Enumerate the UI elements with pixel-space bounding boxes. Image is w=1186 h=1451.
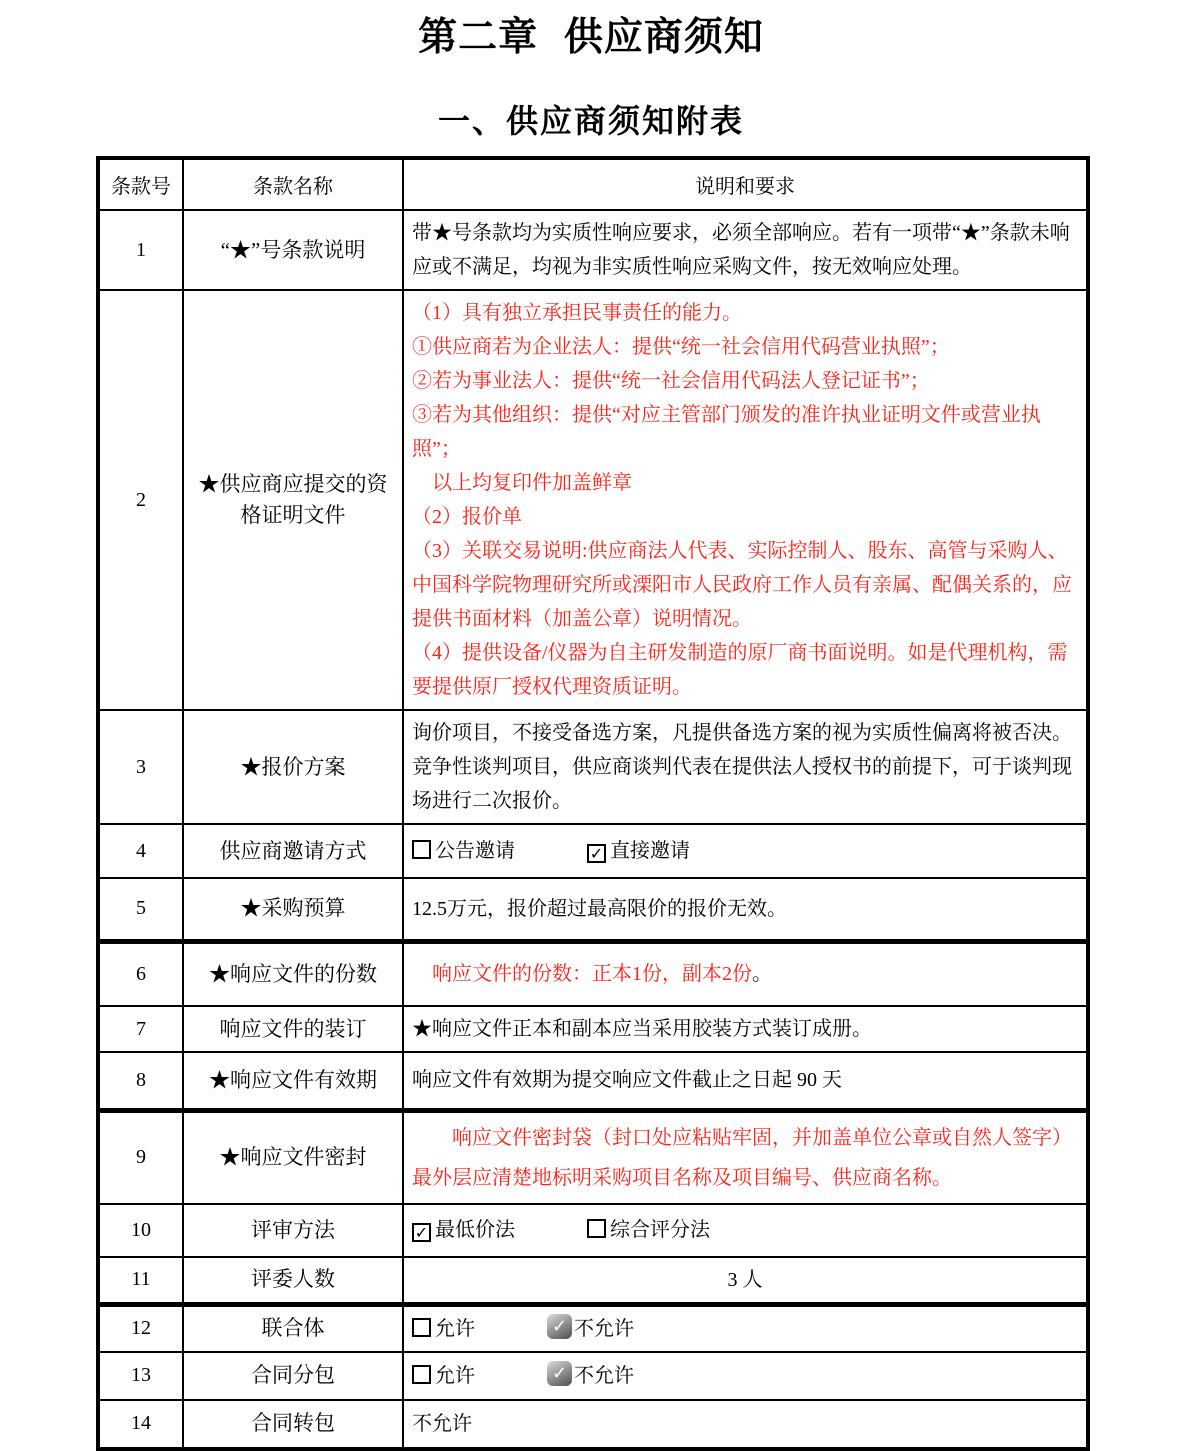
clause-description <box>403 1006 1088 1052</box>
clause-name: ★报价方案 <box>183 710 403 824</box>
text-segment: ②若为事业法人：提供“统一社会信用代码法人登记证书”； <box>412 370 930 392</box>
clause-description <box>403 1257 1088 1305</box>
table-row <box>98 710 1088 824</box>
option-group <box>412 1359 1078 1393</box>
supplier-notice-table <box>96 156 1090 1451</box>
text-segment: 以上均复印件加盖鲜章 <box>412 472 632 494</box>
option-checked <box>547 1315 634 1340</box>
document-page <box>96 6 1086 1451</box>
option-label: 最低价法 <box>435 1219 515 1241</box>
option-checked <box>412 1219 515 1241</box>
table-row <box>98 1304 1088 1352</box>
text-segment: 询价项目，不接受备选方案，凡提供备选方案的视为实质性偏离将被否决。竞争性谈判项目，供应商谈判代表在提供法人授权书的前提下，可于谈判现场进行二次报价。 <box>412 722 1072 812</box>
description-paragraph <box>412 1012 1078 1046</box>
text-segment: 响应文件的份数：正本1份，副本2份 <box>412 963 752 986</box>
text-segment: 带★号条款均为实质性响应要求，必须全部响应。若有一项带“★”条款未响应或不满足，均视为非实质性响应采购文件，按无效响应处理。 <box>412 222 1070 278</box>
checkbox-checked-icon[interactable]: ✓ <box>547 1361 572 1386</box>
clause-name: 合同分包 <box>183 1352 403 1400</box>
clause-number: 13 <box>98 1352 183 1400</box>
table-row <box>98 1006 1088 1052</box>
clause-number: 7 <box>98 1006 183 1052</box>
clause-number: 12 <box>98 1304 183 1352</box>
option-label: 允许 <box>435 1317 475 1340</box>
clause-name: ★响应文件的份数 <box>183 941 403 1006</box>
clause-description <box>403 710 1088 824</box>
checkbox-unchecked-icon[interactable] <box>412 1365 431 1384</box>
option-group <box>412 1213 1078 1247</box>
option-checked <box>547 1362 634 1387</box>
table-row <box>98 1352 1088 1400</box>
description-paragraph <box>412 466 1078 500</box>
clause-number: 10 <box>98 1204 183 1257</box>
text-segment: （1）具有独立承担民事责任的能力。 <box>412 302 742 324</box>
clause-description <box>403 1204 1088 1257</box>
table-body <box>98 210 1088 1449</box>
clause-name: 联合体 <box>183 1304 403 1352</box>
description-paragraph <box>412 500 1078 534</box>
option-label: 允许 <box>435 1364 475 1387</box>
option-label: 公告邀请 <box>435 840 515 862</box>
clause-description <box>403 878 1088 941</box>
text-segment: 响应文件密封袋（封口处应粘贴牢固，并加盖单位公章或自然人签字）最外层应清楚地标明采购项目名称及项目编号、供应商名称。 <box>412 1126 1072 1189</box>
description-paragraph <box>412 534 1078 636</box>
table-row <box>98 210 1088 290</box>
clause-number: 2 <box>98 290 183 710</box>
text-segment: （2）报价单 <box>412 506 522 528</box>
clause-number: 1 <box>98 210 183 290</box>
table-row <box>98 878 1088 941</box>
description-paragraph <box>412 1063 1078 1097</box>
description-paragraph <box>412 330 1078 364</box>
clause-name: ★响应文件有效期 <box>183 1052 403 1110</box>
clause-name: ★采购预算 <box>183 878 403 941</box>
option-checked <box>587 840 690 862</box>
description-paragraph <box>412 1407 1078 1441</box>
text-segment: ①供应商若为企业法人：提供“统一社会信用代码营业执照”； <box>412 336 950 358</box>
clause-name: 评审方法 <box>183 1204 403 1257</box>
clause-description <box>403 1052 1088 1110</box>
table-row <box>98 290 1088 710</box>
checkbox-unchecked-icon[interactable] <box>412 1318 431 1337</box>
text-segment: （4）提供设备/仪器为自主研发制造的原厂商书面说明。如是代理机构，需要提供原厂授权代理资质证明。 <box>412 642 1068 698</box>
text-segment: ★响应文件正本和副本应当采用胶装方式装订成册。 <box>412 1018 872 1040</box>
description-paragraph <box>412 1118 1078 1198</box>
table-row <box>98 1110 1088 1204</box>
text-segment: 响应文件有效期为提交响应文件截止之日起 90 天 <box>412 1069 842 1092</box>
checkbox-unchecked-icon[interactable] <box>587 1219 606 1238</box>
table-row <box>98 1257 1088 1305</box>
clause-description <box>403 941 1088 1006</box>
clause-description <box>403 1304 1088 1352</box>
option-label: 不允许 <box>574 1317 634 1340</box>
option-unchecked <box>587 1219 710 1241</box>
table-row <box>98 1052 1088 1110</box>
col-header-clause-name: 条款名称 <box>183 158 403 210</box>
table-row <box>98 824 1088 878</box>
clause-description <box>403 210 1088 290</box>
text-segment: ③若为其他组织：提供“对应主管部门颁发的准许执业证明文件或营业执照”； <box>412 404 1041 460</box>
clause-name: 供应商邀请方式 <box>183 824 403 878</box>
description-paragraph <box>412 398 1078 466</box>
clause-number: 5 <box>98 878 183 941</box>
description-paragraph <box>412 892 1078 926</box>
text-segment: 。 <box>752 963 772 986</box>
clause-number: 9 <box>98 1110 183 1204</box>
checkbox-checked-icon[interactable]: ✓ <box>412 1223 431 1242</box>
table-row <box>98 1400 1088 1449</box>
clause-number: 3 <box>98 710 183 824</box>
clause-name: ★供应商应提交的资格证明文件 <box>183 290 403 710</box>
clause-name: 响应文件的装订 <box>183 1006 403 1052</box>
option-unchecked <box>412 1318 475 1340</box>
table-row <box>98 941 1088 1006</box>
clause-description <box>403 1352 1088 1400</box>
table-header-row <box>98 158 1088 210</box>
text-segment: 3 人 <box>727 1268 763 1291</box>
option-label: 综合评分法 <box>610 1219 710 1241</box>
description-paragraph <box>412 957 1078 991</box>
clause-name: 合同转包 <box>183 1400 403 1449</box>
text-segment: （3）关联交易说明:供应商法人代表、实际控制人、股东、高管与采购人、中国科学院物理研究所或溧阳市人民政府工作人员有亲属、配偶关系的，应提供书面材料（加盖公章）说明情况。 <box>412 540 1072 630</box>
clause-number: 8 <box>98 1052 183 1110</box>
col-header-clause-number: 条款号 <box>98 158 183 210</box>
description-paragraph <box>412 716 1078 818</box>
clause-name: ★响应文件密封 <box>183 1110 403 1204</box>
clause-description <box>403 824 1088 878</box>
checkbox-unchecked-icon[interactable] <box>412 840 431 859</box>
description-paragraph <box>412 364 1078 398</box>
table-row <box>98 1204 1088 1257</box>
option-unchecked <box>412 840 515 862</box>
clause-description <box>403 1400 1088 1449</box>
description-paragraph <box>412 296 1078 330</box>
col-header-description: 说明和要求 <box>403 158 1088 210</box>
description-paragraph <box>412 1263 1078 1297</box>
clause-description <box>403 290 1088 710</box>
text-segment: 不允许 <box>412 1412 472 1435</box>
checkbox-checked-icon[interactable]: ✓ <box>587 844 606 863</box>
option-unchecked <box>412 1365 475 1387</box>
clause-number: 4 <box>98 824 183 878</box>
checkbox-checked-icon[interactable]: ✓ <box>547 1314 572 1339</box>
clause-number: 11 <box>98 1257 183 1305</box>
option-group <box>412 1312 1078 1346</box>
clause-description <box>403 1110 1088 1204</box>
clause-number: 14 <box>98 1400 183 1449</box>
description-paragraph <box>412 636 1078 704</box>
clause-number: 6 <box>98 941 183 1006</box>
section-title: 一、供应商须知附表 <box>437 103 744 139</box>
description-paragraph <box>412 216 1078 284</box>
chapter-title: 第二章 供应商须知 <box>418 16 764 59</box>
text-segment: 12.5万元，报价超过最高限价的报价无效。 <box>412 897 787 920</box>
clause-name: 评委人数 <box>183 1257 403 1305</box>
clause-name: “★”号条款说明 <box>183 210 403 290</box>
option-label: 直接邀请 <box>610 840 690 862</box>
option-label: 不允许 <box>574 1364 634 1387</box>
option-group <box>412 834 1078 868</box>
